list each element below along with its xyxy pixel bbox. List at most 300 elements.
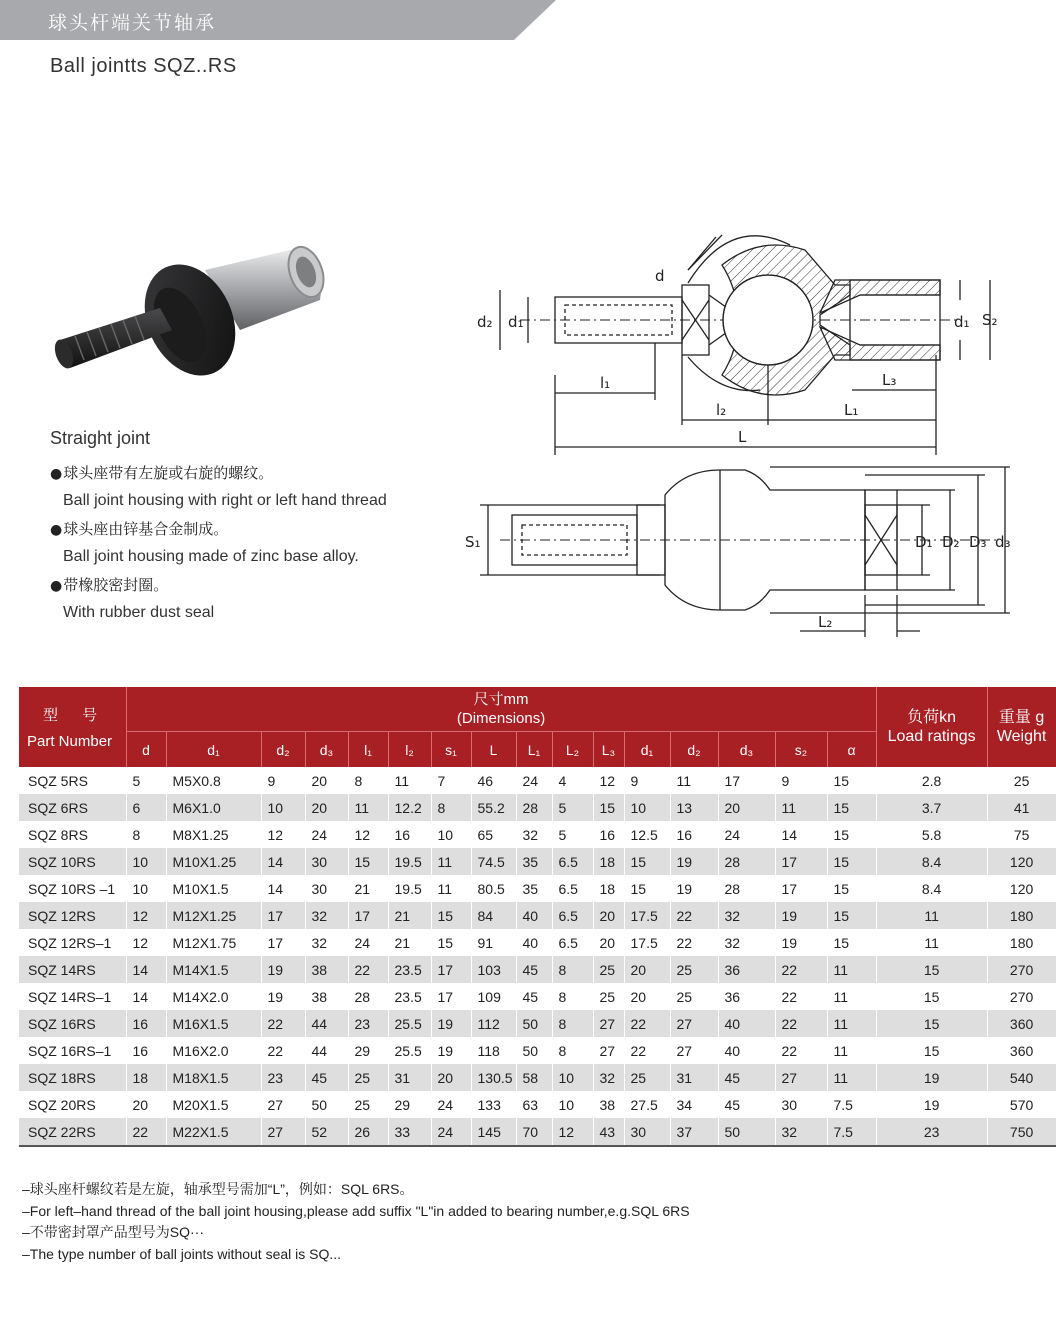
table-cell: 38 (305, 983, 348, 1010)
table-cell: 44 (305, 1037, 348, 1064)
table-cell: 11 (876, 929, 987, 956)
column-header: L₂ (552, 732, 593, 768)
part-number-cell: SQZ 12RS (19, 902, 126, 929)
table-cell: 25.5 (388, 1037, 431, 1064)
table-cell: 28 (348, 983, 388, 1010)
part-number-cell: SQZ 16RS (19, 1010, 126, 1037)
table-row (19, 821, 1056, 848)
table-cell: 32 (718, 902, 775, 929)
table-cell: 19 (775, 929, 827, 956)
table-cell: 40 (718, 1010, 775, 1037)
table-cell: 15 (593, 794, 624, 821)
table-row (19, 875, 1056, 902)
column-header: α (827, 732, 876, 768)
table-row (19, 1091, 1056, 1118)
table-cell: 74.5 (471, 848, 516, 875)
table-cell: 45 (718, 1091, 775, 1118)
table-cell: 22 (348, 956, 388, 983)
label-L3: L₃ (882, 371, 897, 389)
table-cell: 30 (305, 875, 348, 902)
technical-drawing (460, 225, 1040, 649)
label-S1: S₁ (465, 533, 481, 551)
banner-title: 球头杆端关节轴承 (48, 12, 217, 34)
table-cell: 15 (827, 848, 876, 875)
table-cell: 12 (593, 767, 624, 794)
table-cell: 22 (775, 1037, 827, 1064)
table-row (19, 848, 1056, 875)
feature-2-en: Ball joint housing made of zinc base alloy. (63, 548, 359, 565)
table-cell: 17 (431, 956, 471, 983)
table-cell: 15 (624, 848, 670, 875)
table-cell: 270 (987, 983, 1056, 1010)
table-cell: 65 (471, 821, 516, 848)
load-header-cn: 负荷kn (907, 709, 957, 726)
product-photo (40, 230, 340, 394)
table-cell: 15 (876, 983, 987, 1010)
table-cell: 11 (827, 1010, 876, 1037)
table-cell: 23.5 (388, 956, 431, 983)
table-cell: 17.5 (624, 929, 670, 956)
table-cell: M16X1.5 (166, 1010, 261, 1037)
table-cell: 130.5 (471, 1064, 516, 1091)
table-cell: 5 (126, 767, 166, 794)
table-cell: 4 (552, 767, 593, 794)
table-cell: 11 (827, 1037, 876, 1064)
table-cell: 8 (126, 821, 166, 848)
table-cell: 145 (471, 1118, 516, 1146)
table-cell: 120 (987, 875, 1056, 902)
table-cell: 22 (670, 929, 718, 956)
table-row (19, 1118, 1056, 1146)
table-cell: 11 (876, 902, 987, 929)
feature-2-cn: ● 球头座由锌基合金制成。 (50, 515, 470, 543)
table-cell: M22X1.5 (166, 1118, 261, 1146)
table-cell: 32 (305, 929, 348, 956)
table-cell: 22 (261, 1010, 305, 1037)
table-cell: 360 (987, 1010, 1056, 1037)
table-cell: 23.5 (388, 983, 431, 1010)
table-cell: 40 (516, 929, 552, 956)
label-S2: S₂ (982, 311, 998, 329)
table-cell: 8.4 (876, 875, 987, 902)
table-cell: 15 (876, 1037, 987, 1064)
table-cell: 20 (431, 1064, 471, 1091)
table-cell: 41 (987, 794, 1056, 821)
table-cell: 10 (552, 1091, 593, 1118)
table-cell: 27 (670, 1010, 718, 1037)
column-header: L₃ (593, 732, 624, 768)
table-cell: 34 (670, 1091, 718, 1118)
table-cell: 26 (348, 1118, 388, 1146)
table-cell: 58 (516, 1064, 552, 1091)
table-cell: 3.7 (876, 794, 987, 821)
table-cell: 12 (348, 821, 388, 848)
table-cell: 29 (348, 1037, 388, 1064)
table-cell: 6.5 (552, 848, 593, 875)
table-cell: 9 (624, 767, 670, 794)
table-cell: 45 (305, 1064, 348, 1091)
table-cell: 18 (126, 1064, 166, 1091)
table-cell: 14 (775, 821, 827, 848)
part-number-cell: SQZ 18RS (19, 1064, 126, 1091)
table-cell: 20 (593, 929, 624, 956)
table-cell: 23 (348, 1010, 388, 1037)
note-4: –The type number of ball joints without seal is SQ... (22, 1245, 342, 1262)
table-cell: 120 (987, 848, 1056, 875)
table-cell: 20 (305, 794, 348, 821)
table-cell: 5 (552, 794, 593, 821)
table-cell: 27 (775, 1064, 827, 1091)
table-cell: 27 (261, 1118, 305, 1146)
feature-1-cn: ● 球头座带有左旋或右旋的螺纹。 (50, 459, 470, 487)
table-cell: M8X1.25 (166, 821, 261, 848)
table-cell: 9 (261, 767, 305, 794)
label-l2: l₂ (716, 401, 727, 419)
table-cell: 32 (775, 1118, 827, 1146)
table-cell: 21 (348, 875, 388, 902)
table-cell: 11 (670, 767, 718, 794)
table-cell: 118 (471, 1037, 516, 1064)
table-cell: 8 (348, 767, 388, 794)
table-cell: 5 (552, 821, 593, 848)
page-banner (0, 0, 560, 42)
table-cell: 32 (305, 902, 348, 929)
table-cell: 16 (388, 821, 431, 848)
part-number-cell: SQZ 10RS (19, 848, 126, 875)
table-cell: 24 (348, 929, 388, 956)
table-cell: 31 (388, 1064, 431, 1091)
label-L2: L₂ (818, 613, 833, 631)
table-cell: 28 (516, 794, 552, 821)
table-cell: 20 (624, 956, 670, 983)
weight-header-en: Weight (996, 728, 1047, 745)
part-number-cell: SQZ 5RS (19, 767, 126, 794)
table-cell: 45 (516, 956, 552, 983)
table-cell: 35 (516, 875, 552, 902)
table-cell: 10 (126, 875, 166, 902)
table-cell: 91 (471, 929, 516, 956)
part-number-cell: SQZ 22RS (19, 1118, 126, 1146)
table-cell: 11 (827, 983, 876, 1010)
load-header-en: Load ratings (887, 728, 976, 745)
table-cell: 6.5 (552, 929, 593, 956)
table-cell: 11 (827, 1064, 876, 1091)
table-cell: 15 (348, 848, 388, 875)
table-cell: 43 (593, 1118, 624, 1146)
table-cell: 20 (305, 767, 348, 794)
top-view (500, 235, 990, 455)
table-cell: 19 (431, 1037, 471, 1064)
column-header: l₁ (348, 732, 388, 768)
table-cell: 17 (775, 875, 827, 902)
table-cell: 19 (261, 956, 305, 983)
dimensions-header-cn: 尺寸mm (473, 691, 529, 708)
table-cell: 8.4 (876, 848, 987, 875)
table-cell: M14X2.0 (166, 983, 261, 1010)
table-cell: 28 (718, 848, 775, 875)
table-row (19, 902, 1056, 929)
notes-section (22, 1179, 690, 1265)
table-cell: 19 (261, 983, 305, 1010)
table-cell: 25 (593, 983, 624, 1010)
table-cell: 16 (670, 821, 718, 848)
table-cell: 16 (126, 1010, 166, 1037)
table-row (19, 767, 1056, 794)
table-row (19, 1064, 1056, 1091)
table-cell: 38 (305, 956, 348, 983)
table-cell: 84 (471, 902, 516, 929)
table-cell: 63 (516, 1091, 552, 1118)
part-number-cell: SQZ 10RS –1 (19, 875, 126, 902)
table-cell: 22 (775, 956, 827, 983)
column-header: d₂ (670, 732, 718, 768)
table-cell: 50 (516, 1037, 552, 1064)
table-cell: 22 (624, 1037, 670, 1064)
table-cell: 32 (516, 821, 552, 848)
table-cell: 45 (718, 1064, 775, 1091)
table-cell: 19 (431, 1010, 471, 1037)
table-cell: 27 (593, 1037, 624, 1064)
table-cell: 50 (305, 1091, 348, 1118)
table-cell: 25 (624, 1064, 670, 1091)
label-l1: l₁ (600, 374, 611, 392)
table-cell: 8 (552, 983, 593, 1010)
table-cell: 10 (126, 848, 166, 875)
table-cell: 44 (305, 1010, 348, 1037)
table-cell: 8 (552, 1037, 593, 1064)
table-cell: 15 (876, 956, 987, 983)
dimensions-header (126, 687, 876, 732)
column-header: l₂ (388, 732, 431, 768)
table-cell: 45 (516, 983, 552, 1010)
table-row (19, 794, 1056, 821)
table-cell: 19 (876, 1091, 987, 1118)
table-cell: 20 (593, 902, 624, 929)
table-cell: 180 (987, 929, 1056, 956)
table-cell: 16 (593, 821, 624, 848)
load-header (876, 687, 987, 767)
spec-table (19, 687, 1056, 1147)
table-cell: 15 (827, 767, 876, 794)
part-number-cell: SQZ 6RS (19, 794, 126, 821)
table-cell: 133 (471, 1091, 516, 1118)
table-cell: 9 (775, 767, 827, 794)
table-cell: 11 (388, 767, 431, 794)
table-cell: 12 (261, 821, 305, 848)
table-cell: 37 (670, 1118, 718, 1146)
table-row (19, 983, 1056, 1010)
table-cell: 11 (348, 794, 388, 821)
table-cell: 10 (431, 821, 471, 848)
table-cell: 10 (261, 794, 305, 821)
column-header: s₁ (431, 732, 471, 768)
table-cell: 18 (593, 875, 624, 902)
note-3: –不带密封罩产品型号为SQ··· (22, 1224, 204, 1240)
table-cell: 14 (261, 875, 305, 902)
table-cell: 270 (987, 956, 1056, 983)
table-cell: 750 (987, 1118, 1056, 1146)
note-2: –For left–hand thread of the ball joint housing,please add suffix "L"in added to bearing number,e.g.SQL 6RS (22, 1202, 690, 1219)
table-cell: 8 (552, 1010, 593, 1037)
table-cell: 17 (261, 929, 305, 956)
table-cell: 12.5 (624, 821, 670, 848)
table-cell: 12.2 (388, 794, 431, 821)
table-cell: 15 (827, 929, 876, 956)
table-cell: 2.8 (876, 767, 987, 794)
table-cell: 40 (718, 1037, 775, 1064)
table-cell: 70 (516, 1118, 552, 1146)
table-cell: 6.5 (552, 902, 593, 929)
table-cell: 19 (670, 848, 718, 875)
label-D1: D₁ (915, 533, 933, 551)
weight-header (987, 687, 1056, 767)
table-cell: 103 (471, 956, 516, 983)
part-number-header (19, 687, 126, 767)
table-cell: 10 (552, 1064, 593, 1091)
table-cell: 25 (987, 767, 1056, 794)
table-cell: 7.5 (827, 1118, 876, 1146)
table-cell: 7.5 (827, 1091, 876, 1118)
table-cell: M10X1.5 (166, 875, 261, 902)
table-cell: 8 (431, 794, 471, 821)
table-cell: M14X1.5 (166, 956, 261, 983)
table-cell: 15 (827, 821, 876, 848)
table-cell: 25 (670, 956, 718, 983)
table-cell: 38 (593, 1091, 624, 1118)
table-cell: 23 (876, 1118, 987, 1146)
table-cell: 11 (431, 848, 471, 875)
feature-1-en: Ball joint housing with right or left hand thread (63, 492, 387, 509)
table-cell: M12X1.75 (166, 929, 261, 956)
table-cell: 24 (516, 767, 552, 794)
column-header: d₁ (166, 732, 261, 768)
table-cell: 12 (126, 929, 166, 956)
table-cell: 25 (593, 956, 624, 983)
spec-table-body (19, 767, 1056, 1146)
table-cell: 40 (516, 902, 552, 929)
table-cell: 22 (624, 1010, 670, 1037)
column-header: d₂ (261, 732, 305, 768)
table-cell: 29 (388, 1091, 431, 1118)
label-d2: d₂ (477, 313, 493, 331)
part-number-header-cn: 型 号 (43, 707, 108, 724)
table-cell: 19.5 (388, 875, 431, 902)
table-cell: 22 (775, 1010, 827, 1037)
table-cell: 12 (552, 1118, 593, 1146)
label-D3: D₃ (969, 533, 987, 551)
column-header: L₁ (516, 732, 552, 768)
table-cell: 15 (827, 794, 876, 821)
table-cell: 50 (516, 1010, 552, 1037)
table-cell: M18X1.5 (166, 1064, 261, 1091)
table-cell: 30 (624, 1118, 670, 1146)
table-cell: 25 (348, 1091, 388, 1118)
features-section (50, 428, 470, 627)
part-number-cell: SQZ 8RS (19, 821, 126, 848)
table-cell: 5.8 (876, 821, 987, 848)
column-header: d₃ (718, 732, 775, 768)
table-cell: 27.5 (624, 1091, 670, 1118)
table-cell: 24 (718, 821, 775, 848)
table-cell: 31 (670, 1064, 718, 1091)
table-cell: 28 (718, 875, 775, 902)
table-cell: 80.5 (471, 875, 516, 902)
table-cell: 8 (552, 956, 593, 983)
table-cell: 15 (876, 1010, 987, 1037)
table-cell: 16 (126, 1037, 166, 1064)
table-cell: 55.2 (471, 794, 516, 821)
table-cell: 30 (305, 848, 348, 875)
table-cell: 24 (431, 1091, 471, 1118)
table-cell: 27 (670, 1037, 718, 1064)
table-cell: 11 (775, 794, 827, 821)
table-cell: 24 (431, 1118, 471, 1146)
column-header: s₂ (775, 732, 827, 768)
table-cell: 19 (670, 875, 718, 902)
dimensions-header-en: (Dimensions) (456, 710, 546, 727)
table-cell: 10 (624, 794, 670, 821)
table-cell: 20 (624, 983, 670, 1010)
table-cell: 21 (388, 902, 431, 929)
column-header: d (126, 732, 166, 768)
table-cell: 112 (471, 1010, 516, 1037)
part-number-cell: SQZ 20RS (19, 1091, 126, 1118)
feature-3-en: With rubber dust seal (63, 604, 215, 621)
table-cell: 17 (261, 902, 305, 929)
table-cell: 33 (388, 1118, 431, 1146)
label-L: L (738, 428, 747, 446)
part-number-cell: SQZ 12RS–1 (19, 929, 126, 956)
table-cell: M12X1.25 (166, 902, 261, 929)
table-cell: 24 (305, 821, 348, 848)
features-title: Straight joint (50, 428, 151, 448)
table-cell: 46 (471, 767, 516, 794)
table-cell: 11 (827, 956, 876, 983)
table-cell: 36 (718, 983, 775, 1010)
label-D2: D₂ (942, 533, 960, 551)
part-number-cell: SQZ 14RS (19, 956, 126, 983)
feature-3-cn: ● 带橡胶密封圈。 (50, 571, 470, 599)
table-cell: 27 (261, 1091, 305, 1118)
table-cell: 25.5 (388, 1010, 431, 1037)
table-cell: 14 (126, 956, 166, 983)
table-cell: 13 (670, 794, 718, 821)
table-cell: 6 (126, 794, 166, 821)
table-cell: 15 (827, 875, 876, 902)
table-cell: 570 (987, 1091, 1056, 1118)
table-cell: 180 (987, 902, 1056, 929)
table-cell: 14 (261, 848, 305, 875)
table-cell: 19 (775, 902, 827, 929)
table-cell: 23 (261, 1064, 305, 1091)
label-L1: L₁ (844, 401, 859, 419)
table-cell: 75 (987, 821, 1056, 848)
table-cell: 15 (431, 929, 471, 956)
table-cell: M5X0.8 (166, 767, 261, 794)
table-cell: 36 (718, 956, 775, 983)
column-header: d₁ (624, 732, 670, 768)
table-cell: 360 (987, 1037, 1056, 1064)
table-row (19, 956, 1056, 983)
table-row (19, 1037, 1056, 1064)
table-cell: 19.5 (388, 848, 431, 875)
table-cell: 30 (775, 1091, 827, 1118)
table-cell: 27 (593, 1010, 624, 1037)
bottom-view (480, 467, 1010, 637)
table-cell: 15 (827, 902, 876, 929)
table-cell: 17 (431, 983, 471, 1010)
table-cell: 14 (126, 983, 166, 1010)
